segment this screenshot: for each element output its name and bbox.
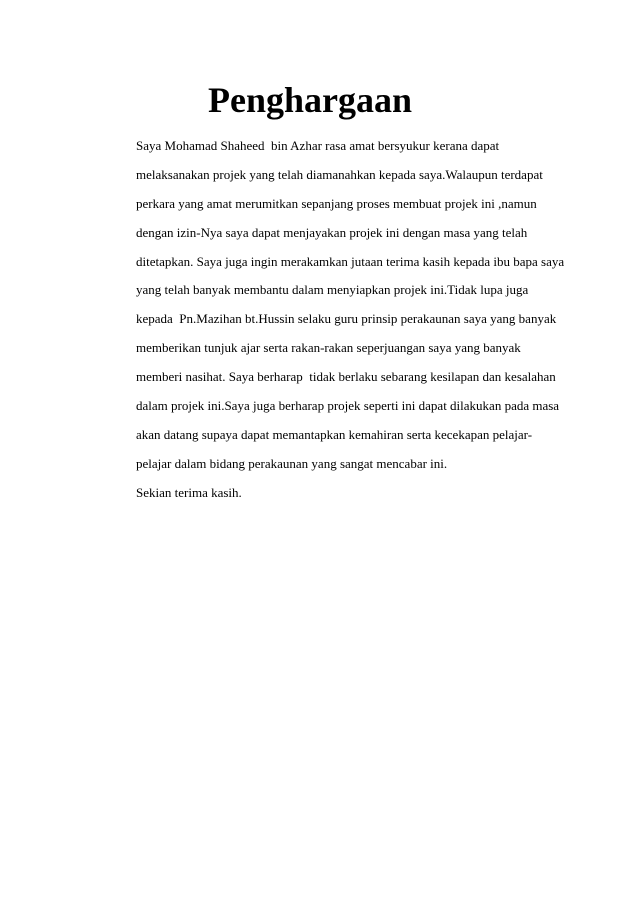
text-line: kepada Pn.Mazihan bt.Hussin selaku guru prinsip perakaunan saya yang banyak <box>136 311 557 327</box>
text-line: ditetapkan. Saya juga ingin merakamkan jutaan terima kasih kepada ibu bapa saya <box>136 253 565 269</box>
page-title: Penghargaan <box>208 80 413 120</box>
text-line: Saya Mohamad Shaheed bin Azhar rasa amat bersyukur kerana dapat <box>136 138 500 153</box>
text-line: dalam projek ini.Saya juga berharap projek seperti ini dapat dilakukan pada masa <box>136 398 560 414</box>
acknowledgement-body <box>136 132 606 508</box>
text-line: dengan izin-Nya saya dapat menjayakan projek ini dengan masa yang telah <box>136 224 528 240</box>
text-line: akan datang supaya dapat memantapkan kemahiran serta kecekapan pelajar- <box>136 426 533 442</box>
text-line: pelajar dalam bidang perakaunan yang sangat mencabar ini. <box>136 455 448 471</box>
text-line: memberikan tunjuk ajar serta rakan-rakan seperjuangan saya yang banyak <box>136 340 521 356</box>
text-line: perkara yang amat merumitkan sepanjang proses membuat projek ini ,namun <box>136 195 537 211</box>
text-line: melaksanakan projek yang telah diamanahkan kepada saya.Walaupun terdapat <box>136 166 543 182</box>
text-line: yang telah banyak membantu dalam menyiapkan projek ini.Tidak lupa juga <box>136 282 529 298</box>
closing-line: Sekian terima kasih. <box>136 484 242 500</box>
text-line: memberi nasihat. Saya berharap tidak berlaku sebarang kesilapan dan kesalahan <box>136 369 556 385</box>
